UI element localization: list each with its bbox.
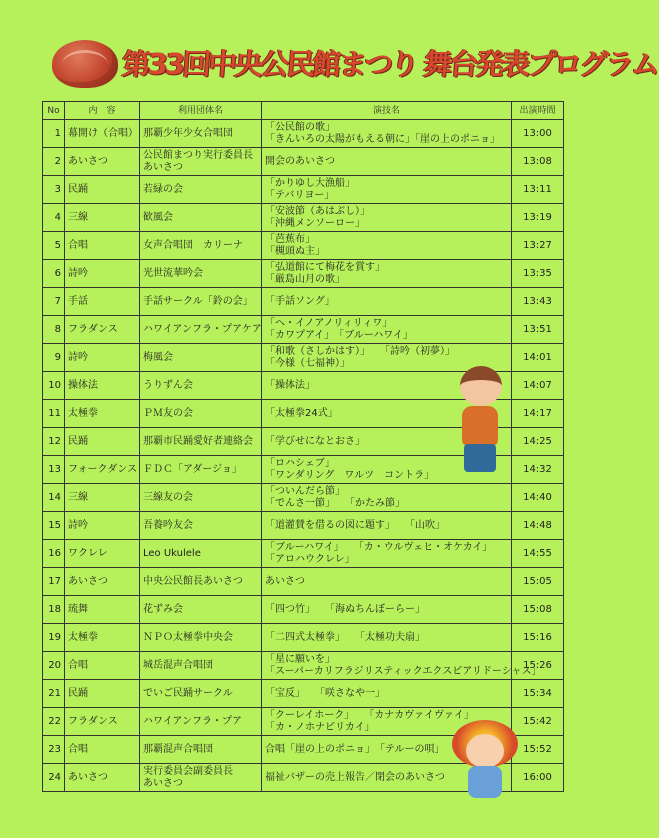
row-content: あいさつ	[65, 148, 140, 176]
row-time: 13:11	[512, 176, 564, 204]
row-time: 14:48	[512, 512, 564, 540]
row-content: 詩吟	[65, 512, 140, 540]
table-row	[43, 176, 564, 204]
group-line: あいさつ	[143, 777, 183, 789]
table-row	[43, 148, 564, 176]
row-content: 詩吟	[65, 344, 140, 372]
group-line: 三線友の会	[143, 491, 193, 503]
group-line: でいご民踊サークル	[143, 687, 233, 699]
row-time: 14:07	[512, 372, 564, 400]
performance-line: 「クーレイホーク」 「カナカヴァイヴァイ」	[265, 709, 474, 721]
row-content: 民踊	[65, 428, 140, 456]
row-time: 15:52	[512, 736, 564, 764]
row-time: 13:43	[512, 288, 564, 316]
group-line: ＰＭ友の会	[143, 407, 193, 419]
group-line: 手話サークル「鈴の会」	[143, 295, 253, 307]
row-content: 詩吟	[65, 260, 140, 288]
performance-line: 「学びせになとおさ」	[265, 435, 365, 447]
row-number: 14	[43, 484, 65, 512]
row-group	[140, 540, 262, 568]
performance-line: 「沖縄メンソーロー」	[265, 217, 365, 229]
table-row	[43, 624, 564, 652]
table-row	[43, 596, 564, 624]
row-content: 三線	[65, 484, 140, 512]
row-number: 11	[43, 400, 65, 428]
row-number: 4	[43, 204, 65, 232]
performance-line: 「芭蕉布」	[265, 233, 315, 245]
row-time: 14:17	[512, 400, 564, 428]
row-time: 13:27	[512, 232, 564, 260]
row-number: 24	[43, 764, 65, 792]
row-group	[140, 652, 262, 680]
row-content: 琉舞	[65, 596, 140, 624]
group-line: 歓風会	[143, 211, 173, 223]
performance-line: 「宝反」 「咲さなや一」	[265, 687, 385, 699]
group-line: 城岳混声合唱団	[143, 659, 213, 671]
row-group	[140, 400, 262, 428]
row-content: フォークダンス	[65, 456, 140, 484]
table-header-row	[43, 102, 564, 120]
performance-line: 「弘道館にて梅花を賞す」	[265, 261, 385, 273]
table-row	[43, 204, 564, 232]
row-time: 14:32	[512, 456, 564, 484]
row-number: 3	[43, 176, 65, 204]
row-performance	[262, 680, 512, 708]
row-group	[140, 680, 262, 708]
row-content: 操体法	[65, 372, 140, 400]
row-number: 23	[43, 736, 65, 764]
performance-line: あいさつ	[265, 575, 305, 587]
row-performance	[262, 204, 512, 232]
performance-line: 「ついんだら節」	[265, 485, 345, 497]
performance-line: 福祉バザーの売上報告／閉会のあいさつ	[265, 771, 445, 783]
performance-line: 「操体法」	[265, 379, 315, 391]
group-line: 実行委員会副委員長	[143, 765, 233, 777]
group-line: 那覇混声合唱団	[143, 743, 213, 755]
row-time: 13:51	[512, 316, 564, 344]
row-group	[140, 344, 262, 372]
table-row	[43, 232, 564, 260]
row-number: 7	[43, 288, 65, 316]
performance-line: 「二四式太極拳」 「太極功夫扇」	[265, 631, 425, 643]
group-line: 梅風会	[143, 351, 173, 363]
row-number: 18	[43, 596, 65, 624]
group-line: 吾養吟友会	[143, 519, 193, 531]
performance-line: 「手話ソング」	[265, 295, 335, 307]
performance-line: 「和歌（さしかはす）」 「詩吟（初夢）」	[265, 345, 455, 357]
row-performance	[262, 148, 512, 176]
performance-line: 「ヘ・イノアノリィリィワ」	[265, 317, 393, 329]
row-number: 1	[43, 120, 65, 148]
table-row	[43, 540, 564, 568]
row-number: 19	[43, 624, 65, 652]
row-content: 幕開け（合唱）	[65, 120, 140, 148]
row-performance	[262, 512, 512, 540]
performance-line: 「四つ竹」 「海ぬちんぼーらー」	[265, 603, 425, 615]
table-row	[43, 652, 564, 680]
row-performance	[262, 176, 512, 204]
group-line: 若緑の会	[143, 183, 183, 195]
header	[0, 0, 659, 100]
group-line: 女声合唱団 カリーナ	[143, 239, 243, 251]
row-number: 6	[43, 260, 65, 288]
row-content: 民踊	[65, 680, 140, 708]
performance-line: 「太極拳24式」	[265, 407, 338, 419]
group-line: ハワイアンフラ・プア	[143, 715, 242, 727]
performance-line: 「でんさ一節」 「かたみ節」	[265, 497, 405, 509]
row-group	[140, 232, 262, 260]
row-group	[140, 568, 262, 596]
row-content: あいさつ	[65, 764, 140, 792]
row-performance	[262, 484, 512, 512]
row-group	[140, 372, 262, 400]
row-number: 21	[43, 680, 65, 708]
row-group	[140, 764, 262, 792]
performance-line: 「安波節（あはぶし）」	[265, 205, 370, 217]
row-group	[140, 120, 262, 148]
table-row	[43, 484, 564, 512]
performance-line: 「槻頭ぬ主」	[265, 245, 325, 257]
row-content: フラダンス	[65, 708, 140, 736]
row-content: 太極拳	[65, 624, 140, 652]
row-content: あいさつ	[65, 568, 140, 596]
column-header-time: 出演時間	[512, 102, 564, 120]
row-time: 14:25	[512, 428, 564, 456]
group-line: 中央公民館長あいさつ	[143, 575, 243, 587]
performance-line: 合唱「崖の上のポニョ」 「テルーの唄」	[265, 743, 445, 755]
group-line: 光世流華吟会	[143, 267, 203, 279]
row-content: 合唱	[65, 232, 140, 260]
row-number: 5	[43, 232, 65, 260]
row-content: 手話	[65, 288, 140, 316]
group-line: ＮＰＯ太極拳中央会	[143, 631, 233, 643]
group-line: あいさつ	[143, 161, 183, 173]
row-number: 10	[43, 372, 65, 400]
performance-line: 「道灌賛を借るの図に題す」 「山吹」	[265, 519, 445, 531]
row-time: 13:00	[512, 120, 564, 148]
page-title: 第33回中央公民館まつり 舞台発表プログラム	[120, 47, 659, 81]
performance-line: 「厳島山月の歌」	[265, 273, 345, 285]
performance-line: 「きんいろの太陽がもえる朝に」「崖の上のポニョ」	[265, 133, 500, 145]
table-row	[43, 288, 564, 316]
group-line: Leo Ukulele	[143, 547, 201, 559]
row-time: 15:26	[512, 652, 564, 680]
performance-line: 「ロハシェブ」	[265, 457, 335, 469]
performance-line: 「ワンダリング ワルツ コントラ」	[265, 469, 435, 481]
row-group	[140, 288, 262, 316]
row-content: 三線	[65, 204, 140, 232]
girl-illustration	[450, 720, 522, 800]
row-number: 13	[43, 456, 65, 484]
row-number: 17	[43, 568, 65, 596]
row-group	[140, 708, 262, 736]
row-group	[140, 736, 262, 764]
row-group	[140, 204, 262, 232]
table-row	[43, 512, 564, 540]
row-content: ワクレレ	[65, 540, 140, 568]
row-performance	[262, 624, 512, 652]
row-time: 13:19	[512, 204, 564, 232]
row-group	[140, 456, 262, 484]
performance-line: 「公民館の歌」	[265, 121, 335, 133]
row-performance	[262, 288, 512, 316]
table-row	[43, 120, 564, 148]
row-number: 20	[43, 652, 65, 680]
row-time: 15:05	[512, 568, 564, 596]
performance-line: 「カワプアイ」 「ブルーハワイ」	[265, 329, 413, 341]
row-performance	[262, 260, 512, 288]
table-row	[43, 260, 564, 288]
group-line: 公民館まつり実行委員長	[143, 149, 253, 161]
row-performance	[262, 232, 512, 260]
row-number: 15	[43, 512, 65, 540]
row-content: 民踊	[65, 176, 140, 204]
row-number: 2	[43, 148, 65, 176]
row-performance	[262, 120, 512, 148]
performance-line: 開会のあいさつ	[265, 155, 335, 167]
performance-line: 「星に願いを」	[265, 653, 335, 665]
group-line: 那覇少年少女合唱団	[143, 127, 233, 139]
performance-line: 「ブルーハワイ」 「カ・ウルヴェヒ・オケカイ」	[265, 541, 493, 553]
row-group	[140, 176, 262, 204]
row-time: 13:08	[512, 148, 564, 176]
group-line: 花ずみ会	[143, 603, 183, 615]
column-header-group: 利用団体名	[140, 102, 262, 120]
row-number: 8	[43, 316, 65, 344]
row-time: 15:08	[512, 596, 564, 624]
row-content: 太極拳	[65, 400, 140, 428]
table-row	[43, 316, 564, 344]
row-group	[140, 484, 262, 512]
row-group	[140, 316, 262, 344]
row-time: 16:00	[512, 764, 564, 792]
row-time: 15:16	[512, 624, 564, 652]
group-line: ハワイアンフラ・プアケア	[143, 323, 262, 335]
row-performance	[262, 568, 512, 596]
row-number: 22	[43, 708, 65, 736]
boy-illustration	[452, 366, 510, 474]
performance-line: 「テバリヨー」	[265, 189, 335, 201]
row-performance	[262, 596, 512, 624]
row-content: 合唱	[65, 652, 140, 680]
row-content: 合唱	[65, 736, 140, 764]
performance-line: 「カ・ノホナピリカイ」	[265, 721, 375, 733]
row-group	[140, 260, 262, 288]
group-line: うりずん会	[143, 379, 193, 391]
performance-line: 「今様（七福神）」	[265, 357, 350, 369]
bread-illustration	[52, 40, 118, 88]
group-line: ＦＤＣ「アダージョ」	[143, 463, 242, 475]
row-performance	[262, 316, 512, 344]
column-header-no: No	[43, 102, 65, 120]
row-number: 16	[43, 540, 65, 568]
row-content: フラダンス	[65, 316, 140, 344]
row-group	[140, 596, 262, 624]
row-time: 14:55	[512, 540, 564, 568]
performance-line: 「アロハウクレレ」	[265, 553, 355, 565]
column-header-content: 内 容	[65, 102, 140, 120]
row-group	[140, 624, 262, 652]
row-number: 12	[43, 428, 65, 456]
table-row	[43, 680, 564, 708]
performance-line: 「かりゆし大漁船」	[265, 177, 355, 189]
row-group	[140, 428, 262, 456]
column-header-performance: 演技名	[262, 102, 512, 120]
row-performance	[262, 540, 512, 568]
row-time: 14:01	[512, 344, 564, 372]
row-number: 9	[43, 344, 65, 372]
row-time: 15:42	[512, 708, 564, 736]
table-row	[43, 568, 564, 596]
row-time: 14:40	[512, 484, 564, 512]
group-line: 那覇市民踊愛好者連絡会	[143, 435, 253, 447]
row-time: 15:34	[512, 680, 564, 708]
performance-line: 「スーパーカリフラジリスティックエクスピアリドーシャス」	[265, 665, 542, 677]
row-time: 13:35	[512, 260, 564, 288]
row-group	[140, 512, 262, 540]
row-group	[140, 148, 262, 176]
